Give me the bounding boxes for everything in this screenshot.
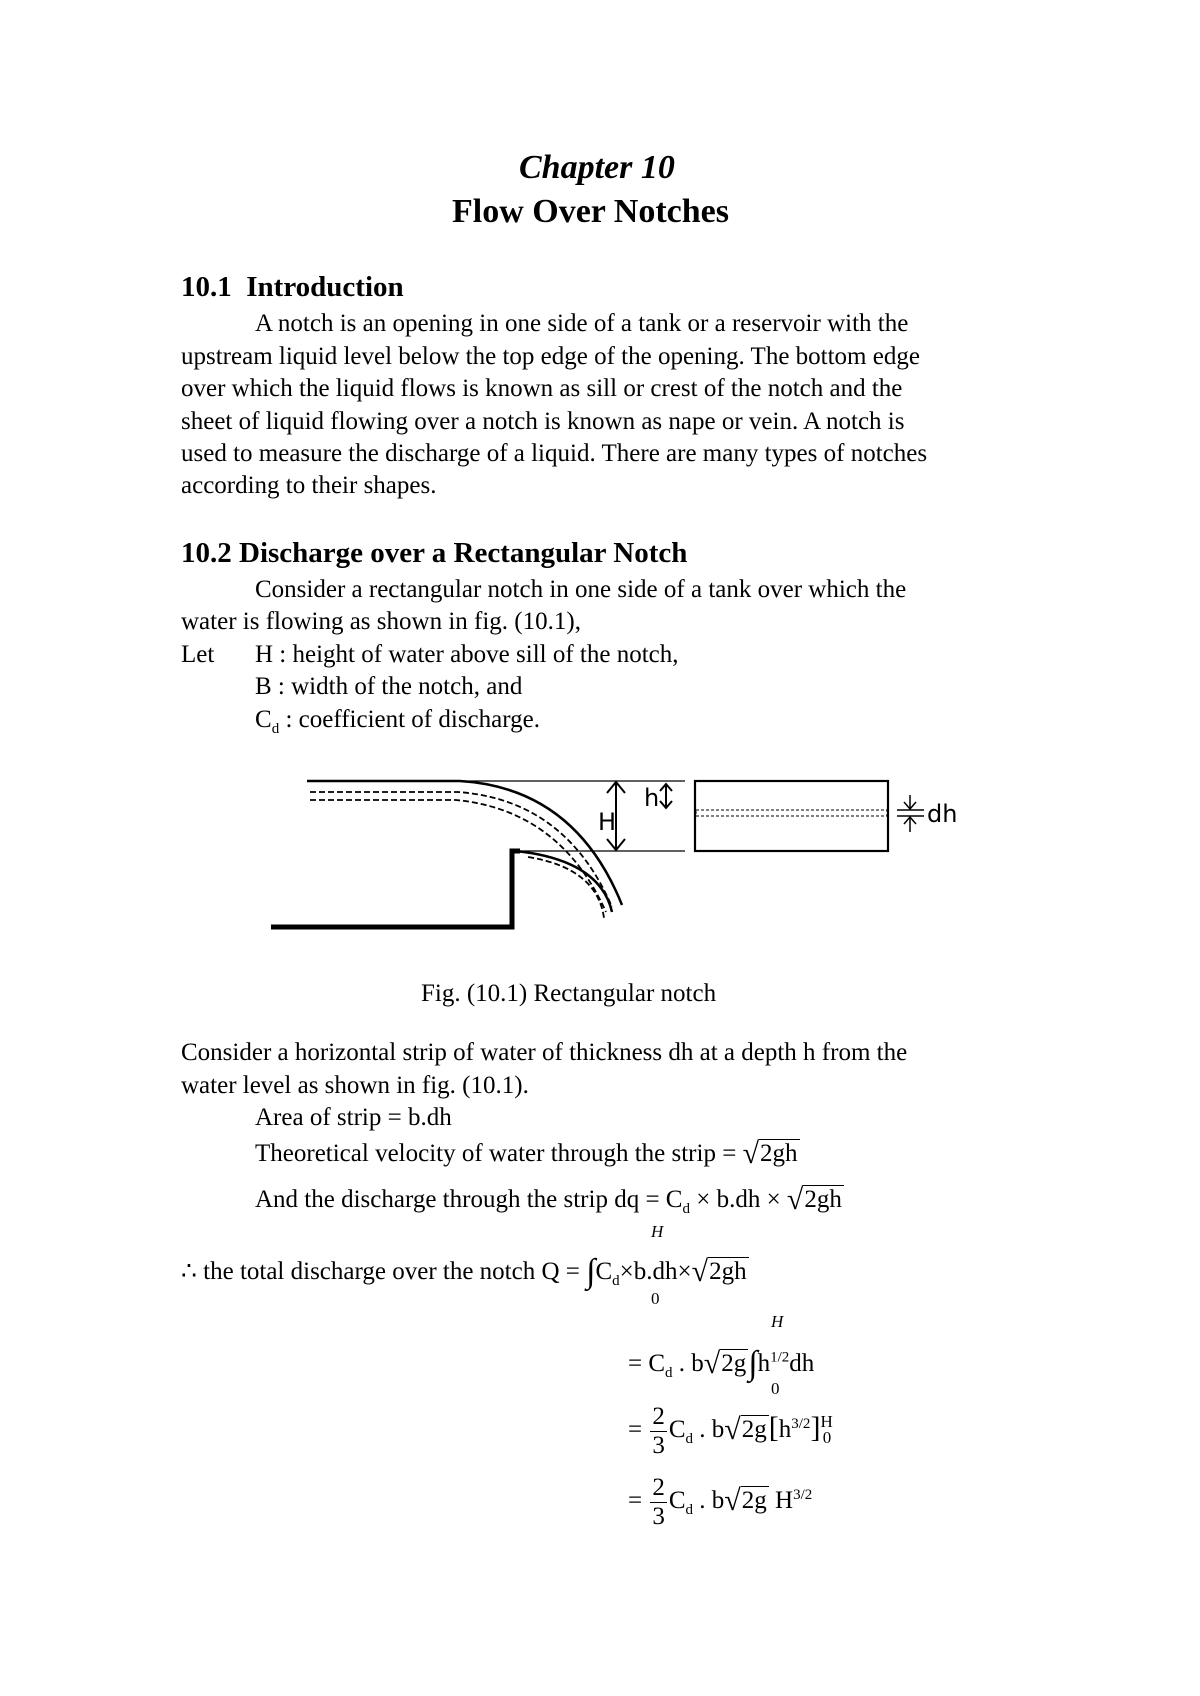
integral-upper-limit-1: H bbox=[651, 1222, 664, 1241]
intro-line-1: A notch is an opening in one side of a tank or a reservoir with the bbox=[255, 310, 909, 337]
h-arrowhead-bottom bbox=[660, 801, 672, 808]
figure-label-H: H bbox=[598, 808, 617, 836]
nappe-inner-dashed bbox=[528, 857, 604, 918]
streamline-2 bbox=[310, 800, 606, 912]
definition-H: H : height of water above sill of the notch, bbox=[255, 641, 679, 668]
integral-lower-limit-1: 0 bbox=[651, 1289, 660, 1308]
figure-label-h: h bbox=[644, 784, 660, 812]
step-3-equation: = $\frac{2}{3}$ $C_d$ . $b√2g[h^{3/2}]^H_0$ bbox=[628, 1403, 833, 1459]
dh-arrow-lower-head bbox=[904, 817, 916, 824]
H-arrowhead-top bbox=[607, 782, 625, 793]
dh-arrow-upper-head bbox=[904, 802, 916, 809]
chapter-label: Chapter 10 bbox=[519, 149, 675, 186]
section-heading-introduction: 10.1 Introduction bbox=[181, 271, 404, 303]
notch-line-2: water is flowing as shown in fig. (10.1), bbox=[181, 608, 581, 635]
total-discharge-equation: ∴ the total discharge over the notch $Q = \int C_d\times b.dh\times√2gh$ bbox=[181, 1253, 747, 1290]
figure-caption: Fig. (10.1) Rectangular notch bbox=[421, 980, 717, 1007]
h-arrowhead-top bbox=[660, 784, 672, 791]
definition-B: B : width of the notch, and bbox=[255, 673, 523, 700]
step-4-equation: = $\frac{2}{3}$ $C_d$ . b√2g $H^{3/2}$ bbox=[628, 1474, 813, 1530]
strip-line-1: Consider a horizontal strip of water of thickness dh at a depth h from the bbox=[181, 1039, 908, 1066]
let-label: Let bbox=[181, 641, 215, 668]
strip-line-2: water level as shown in fig. (10.1). bbox=[181, 1072, 529, 1099]
step-2-equation: = $C_d$ . $b√2g\int h^{1/2}dh$ bbox=[628, 1345, 815, 1382]
horizontal-strip bbox=[696, 810, 887, 816]
water-surface-line bbox=[307, 781, 622, 905]
integral-lower-limit-2: 0 bbox=[771, 1379, 780, 1398]
notch-front-view bbox=[695, 781, 888, 851]
sqrt-2gh: 2gh bbox=[760, 1140, 798, 1167]
chapter-title: Flow Over Notches bbox=[452, 193, 729, 230]
H-arrowhead-bottom bbox=[607, 839, 625, 850]
section-heading-rectangular-notch: 10.2 Discharge over a Rectangular Notch bbox=[181, 537, 688, 569]
tank-wall bbox=[271, 851, 520, 927]
figure-label-dh: dh bbox=[927, 800, 958, 828]
intro-line-5: used to measure the discharge of a liquid. There are many types of notches bbox=[181, 440, 928, 467]
discharge-strip-equation: And the discharge through the strip dq = $C_d \times b.dh \times √2gh$ bbox=[255, 1183, 842, 1217]
intro-line-6: according to their shapes. bbox=[181, 472, 437, 499]
definition-Cd: $C_d$ : coefficient of discharge. bbox=[255, 706, 540, 737]
integral-upper-limit-2: H bbox=[771, 1312, 784, 1331]
area-of-strip: Area of strip = b.dh bbox=[255, 1104, 452, 1131]
intro-line-2: upstream liquid level below the top edge of the opening. The bottom edge bbox=[181, 343, 920, 370]
intro-line-4: sheet of liquid flowing over a notch is known as nape or vein. A notch is bbox=[181, 408, 905, 435]
notch-line-1: Consider a rectangular notch in one side of a tank over which the bbox=[255, 576, 907, 603]
intro-line-3: over which the liquid flows is known as sill or crest of the notch and the bbox=[181, 375, 903, 402]
streamline-1 bbox=[310, 792, 612, 907]
velocity-equation: Theoretical velocity of water through the strip = √2gh bbox=[255, 1137, 798, 1170]
nappe-lower-edge bbox=[516, 851, 612, 912]
